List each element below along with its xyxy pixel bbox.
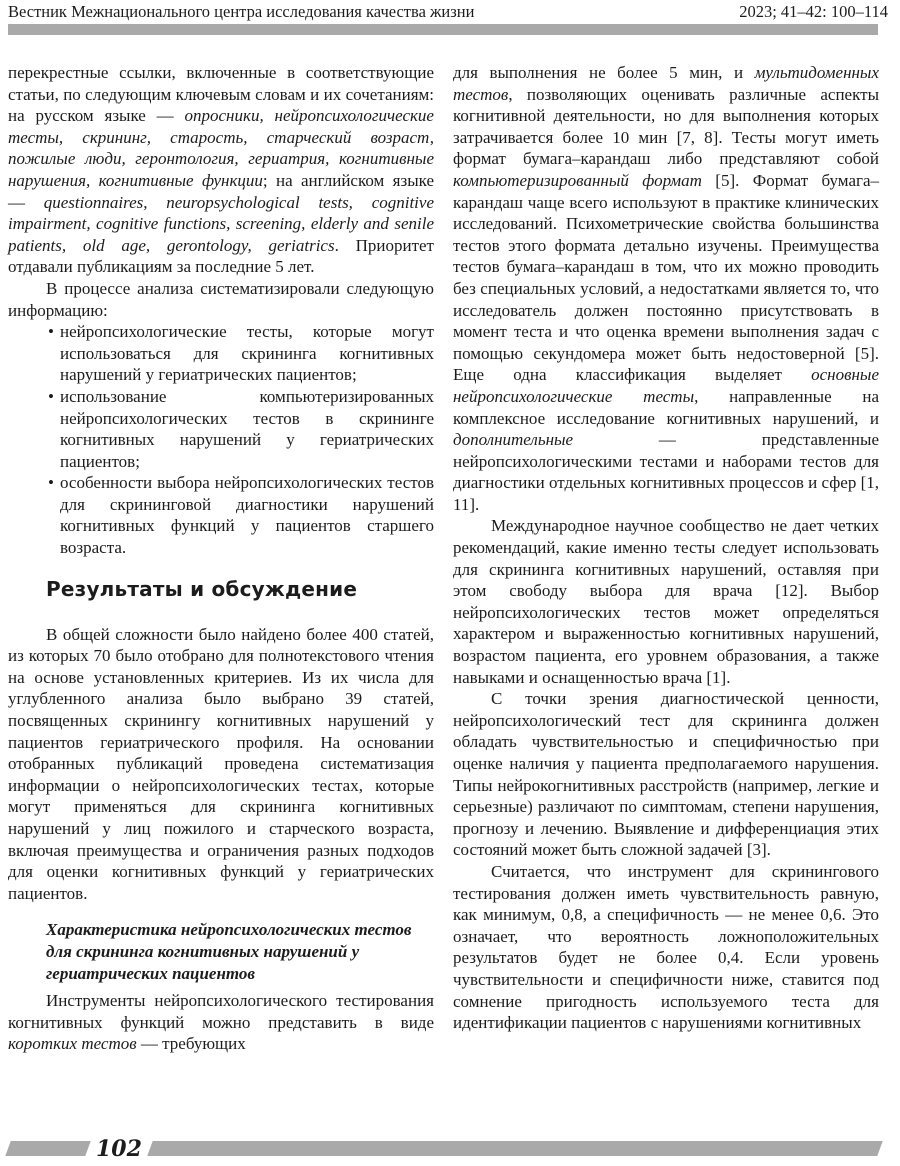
italic-term: мультидоменных тестов <box>453 63 879 104</box>
list-item: • нейропсихологические тесты, которые могут использоваться для скрининга когнитивных нарушений у гериатрических пациентов; <box>60 321 434 386</box>
italic-term: компьютеризированный формат <box>453 170 702 190</box>
subsection-heading: Характеристика нейропсихологических тестов для скрининга когнитивных нарушений у гериатрических пациентов <box>46 920 412 983</box>
italic-term: дополнительные <box>453 430 574 450</box>
header-rule <box>8 24 878 35</box>
text-run: — требующих <box>136 1034 246 1054</box>
text-run: — представленные нейропсихологическими тестами и наборами тестов для диагностики отдельных когнитивных процессов и сфер [1, 11]. <box>453 430 879 514</box>
list-item: • особенности выбора нейропсихологических тестов для скрининговой диагностики нарушений когнитивных функций у пациентов старшего возраста. <box>60 472 434 558</box>
right-column <box>453 62 879 1034</box>
left-paragraph-2: В процессе анализа систематизировали следующую информацию: <box>8 278 434 320</box>
text-run: Инструменты нейропсихологического тестирования когнитивных функций можно представить в виде <box>8 991 434 1032</box>
footer-bar-left <box>5 1141 90 1156</box>
section-heading: Результаты и обсуждение <box>46 576 358 601</box>
text-run: ; на английском языке — <box>8 170 434 212</box>
bullet-list <box>8 321 434 559</box>
list-item: • использование компьютеризированных нейропсихологических тестов в скрининге когнитивных нарушений у гериатрических пациентов; <box>60 386 434 472</box>
italic-term: коротких тестов <box>8 1034 137 1054</box>
left-paragraph-1 <box>8 62 434 278</box>
left-column <box>8 62 434 1055</box>
text-run: , позволяющих оценивать различные аспекты когнитивной деятельности, но для выполнения которых затрачивается более 10 мин [7, 8]. Тесты могут иметь формат бумага–карандаш либо представляют собой <box>453 84 879 169</box>
issue-citation: 2023; 41–42: 100–114 <box>739 2 888 21</box>
running-header <box>0 0 900 24</box>
page-number: 102 <box>96 1136 142 1162</box>
text-run: для выполнения не более 5 мин, и <box>453 63 755 82</box>
text-run: [5]. Формат бумага–карандаш чаще всего используют в практике клинических исследований. Психометрические свойства большинства тестов этого формата детально изучены. Преимущества тестов бумага–карандаш в том, что их можно проводить без специальных условий, а недостатками является то, что исследователь должен постоянно присутствовать в момент теста и что оценка времени выполнения задач с помощью секундомера может быть недостоверной [5]. Еще одна классификация выделяет <box>453 170 880 385</box>
italic-term: questionnaires, neuropsychological tests, cognitive impairment, cognitive functions, screening, elderly and senile patients, old age, gerontology, geriatrics <box>8 192 434 255</box>
right-paragraph-4: Считается, что инструмент для скринингового тестирования должен иметь чувствительность равную, как минимум, 0,8, а специфичность — не менее 0,6. Это означает, что вероятность ложноположительных результатов будет не более 0,4. Если уровень чувствительности и специфичности ниже, ставится под сомнение пригодность используемого теста для идентификации пациентов с нарушениями когнитивных <box>453 861 879 1033</box>
left-paragraph-4 <box>8 990 434 1055</box>
italic-term: опросники, нейропсихологические тесты, скрининг, старость, старческий возраст, пожилые люди, геронтология, гериатрия, когнитивные нарушения, когнитивные функции <box>8 106 434 190</box>
text-run: , направленные на комплексное исследование когнитивных нарушений, и <box>453 386 879 428</box>
text-run: . Приоритет отдавали публикациям за последние 5 лет. <box>8 235 434 277</box>
footer-bar-right <box>147 1141 882 1156</box>
journal-title: Вестник Межнационального центра исследования качества жизни <box>8 2 475 21</box>
right-paragraph-1 <box>453 62 879 515</box>
left-paragraph-3: В общей сложности было найдено более 400 статей, из которых 70 было отобрано для полнотекстового чтения на основе установленных критериев. Из их числа для углубленного анализа было выбрано 39 статей, посвященных скринингу когнитивных нарушений у пациентов гериатрического профиля. На основании отобранных публикаций проведена систематизация информации о нейропсихологических тестах, которые могут применяться для скрининга когнитивных нарушений у лиц пожилого и старческого возраста, включая преимущества и ограничения разных подходов для оценки когнитивных функций у гериатрических пациентов. <box>8 624 434 903</box>
right-paragraph-2: Международное научное сообщество не дает четких рекомендаций, какие именно тесты следует использовать для скрининга когнитивных нарушений, оставляя при этом свободу выбора для врача [12]. Выбор нейропсихологических тестов может определяться характером и выраженностью когнитивных нарушений, возрастом пациента, его уровнем образования, а также навыками и оснащенностью врача [1]. <box>453 516 879 687</box>
right-paragraph-3: С точки зрения диагностической ценности, нейропсихологический тест для скрининга должен обладать чувствительностью и специфичностью при оценке наличия у пациента предполагаемого нарушения. Типы нейрокогнитивных расстройств (например, легкие и серьезные) различают по симптомам, степени нарушения, прогнозу и лечению. Выявление и дифференциация этих состояний может быть сложной задачей [3]. <box>453 689 879 860</box>
text-run: перекрестные ссылки, включенные в соответствующие статьи, по следующим ключевым словам и их сочетаниям: на русском языке — <box>8 63 434 126</box>
italic-term: основные нейропсихологические тесты <box>453 365 879 406</box>
